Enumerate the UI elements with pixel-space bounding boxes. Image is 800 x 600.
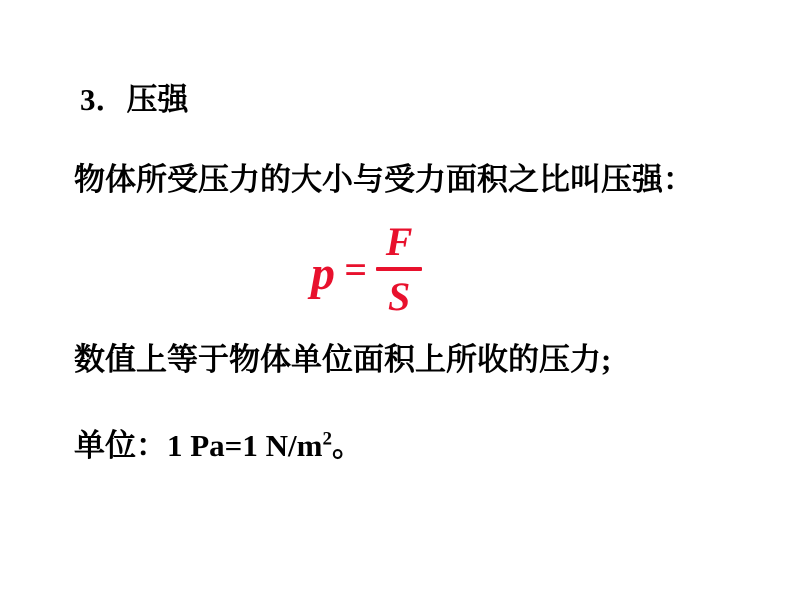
formula-lhs-p: p xyxy=(311,246,335,300)
formula-equals-sign: = xyxy=(344,246,367,292)
formula-fraction xyxy=(376,219,423,319)
formula-numerator-F: F xyxy=(385,219,413,264)
unit-superscript: 2 xyxy=(322,428,332,450)
slide-title: 3．压强 xyxy=(80,82,189,117)
unit-text xyxy=(74,428,363,464)
unit-text-before-sup: 单位：1 Pa=1 N/m xyxy=(74,428,323,463)
value-text: 数值上等于物体单位面积上所收的压力; xyxy=(74,342,612,377)
pressure-formula xyxy=(311,219,422,319)
definition-text: 物体所受压力的大小与受力面积之比叫压强： xyxy=(74,162,694,197)
unit-text-after-sup: 。 xyxy=(331,428,363,463)
formula-denominator-S: S xyxy=(388,274,411,319)
